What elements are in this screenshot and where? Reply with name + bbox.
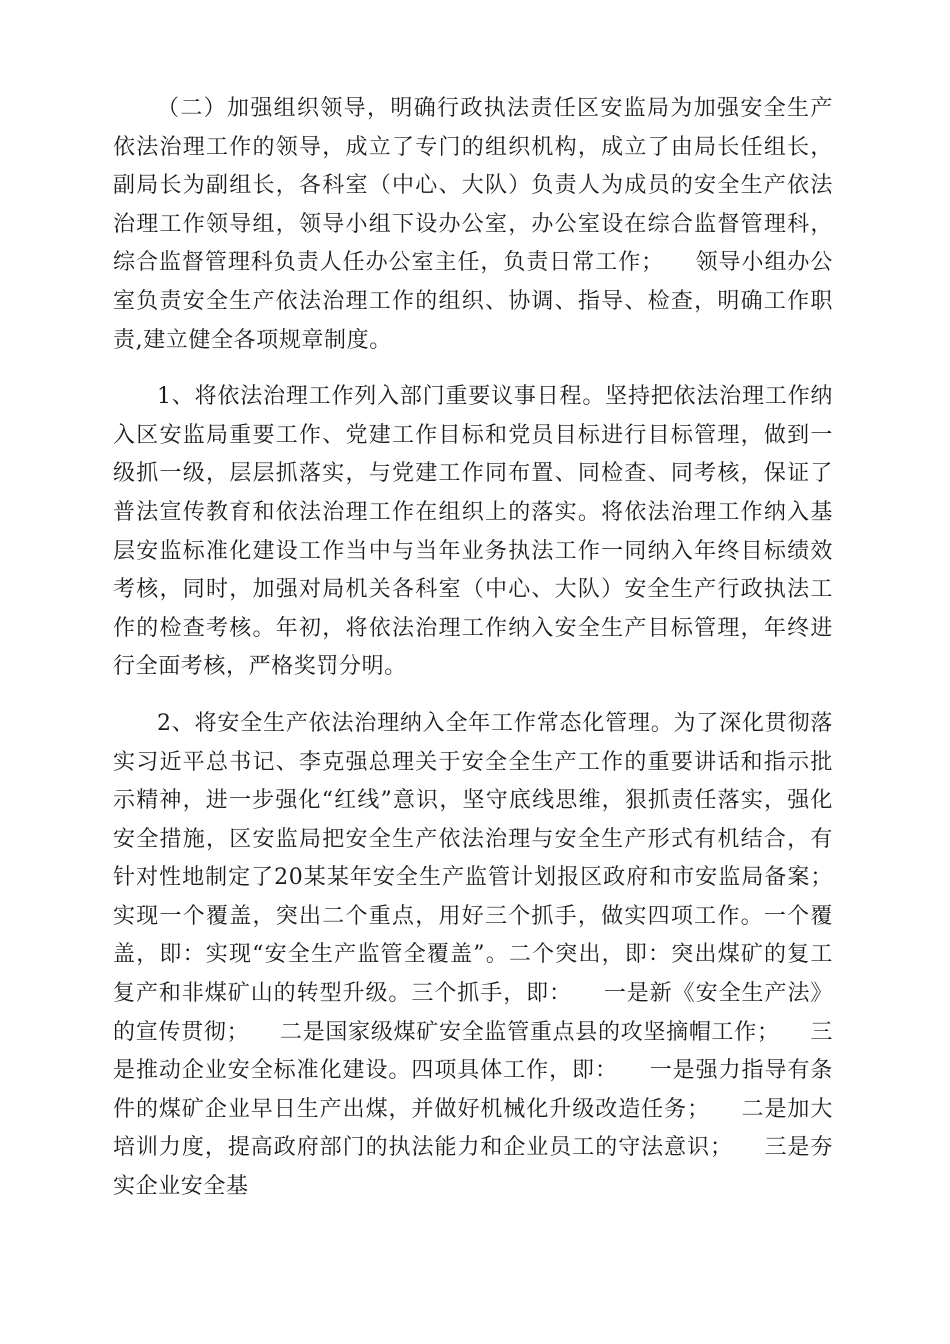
paragraph-agenda-item-2: 2、将安全生产依法治理纳入全年工作常态化管理。为了深化贯彻落实习近平总书记、李克强总理关于安全全生产工作的重要讲话和指示批示精神，进一步强化“红线”意识，坚守底线思维，狠抓责任落实，强化安全措施，区安监局把安全生产依法治理与安全生产形式有机结合，有针对性地制定了20某某年安全生产监管计划报区政府和市安监局备案； 实现一个覆盖，突出二个重点，用好三个抓手，做实四项工作。一个覆盖，即：实现“安全生产监管全覆盖”。二个突出，即：突出煤矿的复工复产和非煤矿山的转型升级。三个抓手，即： 一是新《安全生产法》的宣传贯彻； 二是国家级煤矿安全监管重点县的攻坚摘帽工作； 三是推动企业安全标准化建设。四项具体工作，即： 一是强力指导有条件的煤矿企业早日生产出煤，并做好机械化升级改造任务； 二是加大培训力度，提高政府部门的执法能力和企业员工的守法意识； 三是夯实企业安全基 [113, 710, 864, 1200]
paragraph-agenda-item-1: 1、将依法治理工作列入部门重要议事日程。坚持把依法治理工作纳入区安监局重要工作、党建工作目标和党员目标进行目标管理，做到一级抓一级，层层抓落实，与党建工作同布置、同检查、同考核，保证了普法宣传教育和依法治理工作在组织上的落实。将依法治理工作纳入基层安监标准化建设工作当中与当年业务执法工作一同纳入年终目标绩效考核，同时，加强对局机关各科室（中心、大队）安全生产行政执法工作的检查考核。年初，将依法治理工作纳入安全生产目标管理，年终进行全面考核，严格奖罚分明。 [113, 384, 833, 680]
paragraph-organization-leadership: （二）加强组织领导，明确行政执法责任区安监局为加强安全生产依法治理工作的领导，成立了专门的组织机构，成立了由局长任组长，副局长为副组长，各科室（中心、大队）负责人为成员的安全生产依法治理工作领导组，领导小组下设办公室，办公室设在综合监督管理科，综合监督管理科负责人任办公室主任，负责日常工作； 领导小组办公室负责安全生产依法治理工作的组织、协调、指导、检查，明确工作职责,建立健全各项规章制度。 [113, 96, 833, 353]
document-body [113, 90, 864, 1225]
